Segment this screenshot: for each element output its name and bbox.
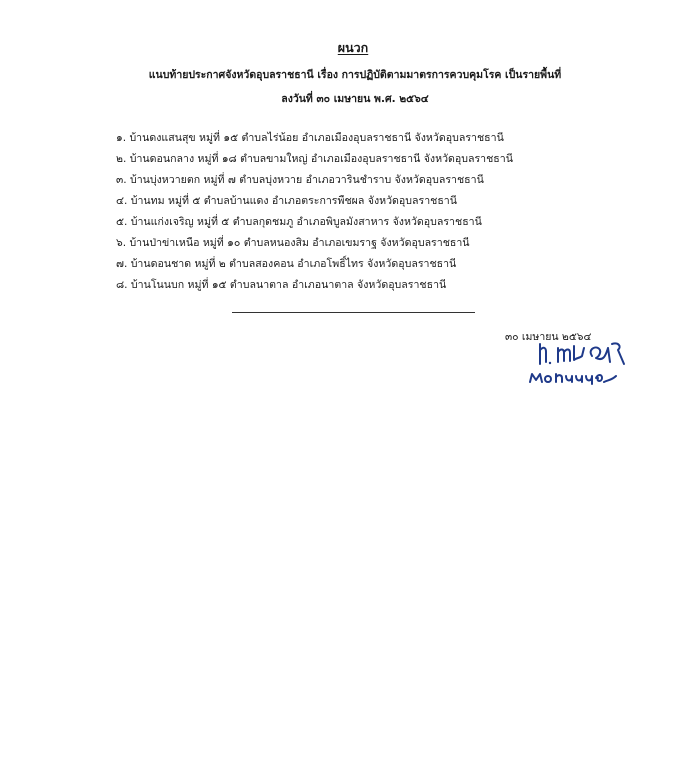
list-item: ๕. บ้านแก่งเจริญ หมู่ที่ ๕ ตำบลกุดชมภู อำเภอพิบูลมังสาหาร จังหวัดอุบลราชธานี [116, 216, 482, 228]
list-item: ๒. บ้านดอนกลาง หมู่ที่ ๑๘ ตำบลขามใหญ่ อำเภอเมืองอุบลราชธานี จังหวัดอุบลราชธานี [116, 153, 513, 165]
list-item: ๑. บ้านดงแสนสุข หมู่ที่ ๑๕ ตำบลไร่น้อย อำเภอเมืองอุบลราชธานี จังหวัดอุบลราชธานี [116, 132, 504, 144]
handwritten-signature [528, 340, 638, 392]
village-list [116, 128, 513, 296]
signature-date: ๓๐ เมษายน ๒๕๖๔ [505, 331, 592, 343]
list-item: ๘. บ้านโนนบก หมู่ที่ ๑๕ ตำบลนาตาล อำเภอนาตาล จังหวัดอุบลราชธานี [116, 279, 447, 291]
list-item: ๗. บ้านดอนชาด หมู่ที่ ๒ ตำบลสองคอน อำเภอโพธิ์ไทร จังหวัดอุบลราชธานี [116, 258, 457, 270]
document-dateline: ลงวันที่ ๓๐ เมษายน พ.ศ. ๒๕๖๔ [281, 93, 429, 105]
document-title: ผนวก [337, 40, 369, 55]
list-item: ๓. บ้านบุ่งหวายตก หมู่ที่ ๗ ตำบลบุ่งหวาย อำเภอวารินชำราบ จังหวัดอุบลราชธานี [116, 174, 484, 186]
document-subtitle: แนบท้ายประกาศจังหวัดอุบลราชธานี เรื่อง การปฏิบัติตามมาตรการควบคุมโรค เป็นรายพื้นที่ [148, 69, 562, 81]
list-item: ๔. บ้านทม หมู่ที่ ๕ ตำบลบ้านแดง อำเภอตระการพืชผล จังหวัดอุบลราชธานี [116, 195, 457, 207]
list-item: ๖. บ้านป่าข่าเหนือ หมู่ที่ ๑๐ ตำบลหนองสิม อำเภอเขมราฐ จังหวัดอุบลราชธานี [116, 237, 470, 249]
divider-line [232, 312, 475, 313]
